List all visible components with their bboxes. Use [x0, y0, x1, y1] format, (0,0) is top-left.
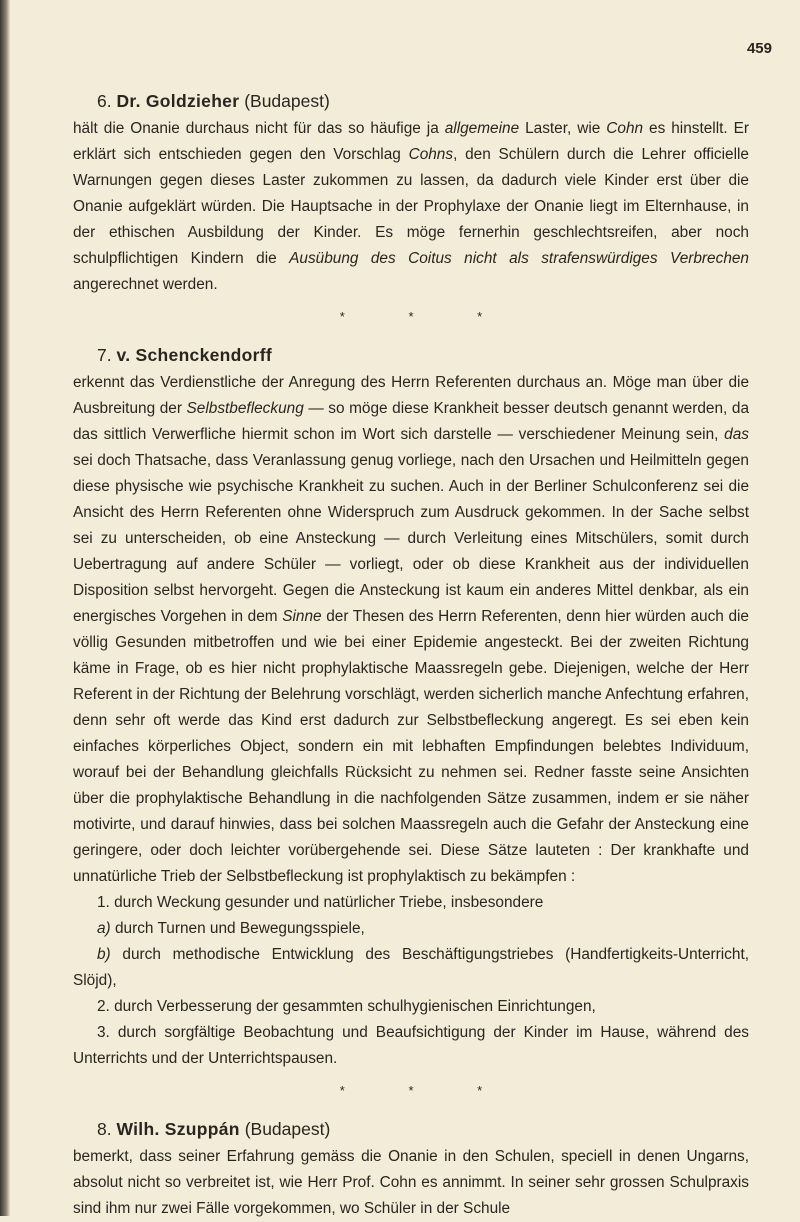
speaker-number: 6.: [97, 91, 112, 111]
speaker-heading-6: [97, 88, 749, 114]
speaker-number: 7.: [97, 345, 112, 365]
list-item: 1. durch Weckung gesunder und natürlicher Triebe, insbesondere: [97, 894, 544, 911]
paragraph-schenckendorff: erkennt das Verdienstliche der Anregung des Herrn Referenten durchaus an. Möge man über die Ausbreitung der Selbstbefleckung — so möge diese Krankheit besser deutsch genannt werden, da das sittlich Verwerfliche hiermit schon im Wort sich darstelle — verschiedener Meinung sein, das sei doch Thatsache, dass Veranlassung genug vorliege, nach den Ursachen und Heilmitteln gegen diese physische wie psychische Krankheit zu suchen. Auch in der Berliner Schulconferenz sei die Ansicht des Herrn Referenten ohne Widerspruch zum Ausdruck gekommen. In der Sache selbst sei zu unterscheiden, ob eine Ansteckung — durch Verleitung eines Mitschülers, somit durch Uebertragung auf andere Schüler — vorliegt, oder ob diese Krankheit aus der individuellen Disposition selbst hervorgeht. Gegen die Ansteckung ist kaum ein anderes Mittel denkbar, als ein energisches Vorgehen in dem Sinne der Thesen des Herrn Referenten, denn hier würden auch die völlig Gesunden mitbetroffen und wie bei einer Epidemie angesteckt. Bei der zweiten Richtung käme in Frage, ob es hier nicht prophylaktische Maassregeln gebe. Diejenigen, welche der Herr Referent in der Richtung der Belehrung vorschlägt, werden sicherlich manche Anfechtung erfahren, denn sehr oft werde das Kind erst dadurch zur Selbstbefleckung angeregt. Es sei eben kein einfaches körperliches Object, sondern ein mit lebhaften Empfindungen belebtes Individuum, worauf bei der Behandlung gleichfalls Rücksicht zu nehmen sei. Redner fasste seine Ansichten über die prophylaktische Behandlung in die nachfolgenden Sätze zusammen, indem er sie näher motivirte, und darauf hinwies, dass bei solchen Maassregeln auch die Gefahr der Ansteckung eine geringere, oder doch leichter vorübergehende sei. Diese Sätze lauteten : Der krankhafte und unnatürliche Trieb der Selbstbefleckung ist prophylaktisch zu bekämpfen :: [73, 374, 750, 885]
paragraph-goldzieher: hält die Onanie durchaus nicht für das so häufige ja allgemeine Laster, wie Cohn es hinstellt. Er erklärt sich entschieden gegen den Vorschlag Cohns, den Schülern durch die Lehrer officielle Warnungen gegen dieses Laster zukommen zu lassen, da dadurch viele Kinder erst über die Onanie aufgeklärt würden. Die Hauptsache in der Prophylaxe der Onanie liegt im Elternhause, in der ethischen Ausbildung der Kinder. Es möge fernerhin geschlechtsreifen, aber noch schulpflichtigen Kindern die Ausübung des Coitus nicht als strafenswürdiges Verbrechen angerechnet werden.: [73, 120, 750, 293]
speaker-name: v. Schenckendorff: [116, 345, 272, 365]
section-separator: * * *: [339, 1083, 513, 1098]
speaker-place: (Budapest): [244, 1119, 331, 1139]
section-separator: * * *: [339, 309, 513, 324]
page-body: [73, 88, 749, 1222]
book-spine-shadow: [0, 0, 10, 1216]
speaker-place: (Budapest): [244, 91, 330, 111]
speaker-number: 8.: [97, 1119, 112, 1139]
list-item: 3. durch sorgfältige Beobachtung und Beaufsichtigung der Kinder im Hause, während des Unterrichts und der Unterrichtspausen.: [73, 1024, 749, 1067]
list-subitem-a: a) durch Turnen und Bewegungsspiele,: [97, 920, 365, 937]
list-item: 2. durch Verbesserung der gesammten schulhygienischen Einrichtungen,: [97, 998, 596, 1015]
speaker-name: Dr. Goldzieher: [116, 91, 240, 111]
list-subitem-b: b) durch methodische Entwicklung des Beschäftigungstriebes (Handfertigkeits-Unterricht, Slöjd),: [73, 946, 749, 989]
speaker-name: Wilh. Szuppán: [116, 1119, 240, 1139]
speaker-heading-8: [97, 1116, 749, 1142]
speaker-heading-7: [97, 342, 749, 368]
page-number: 459: [746, 40, 772, 57]
paragraph-szuppan: bemerkt, dass seiner Erfahrung gemäss die Onanie in den Schulen, speciell in denen Ungarns, absolut nicht so verbreitet ist, wie Herr Prof. Cohn es annimmt. In seiner sehr grossen Schulpraxis sind ihm nur zwei Fälle vorgekommen, wo Schüler in der Schule: [73, 1148, 749, 1217]
